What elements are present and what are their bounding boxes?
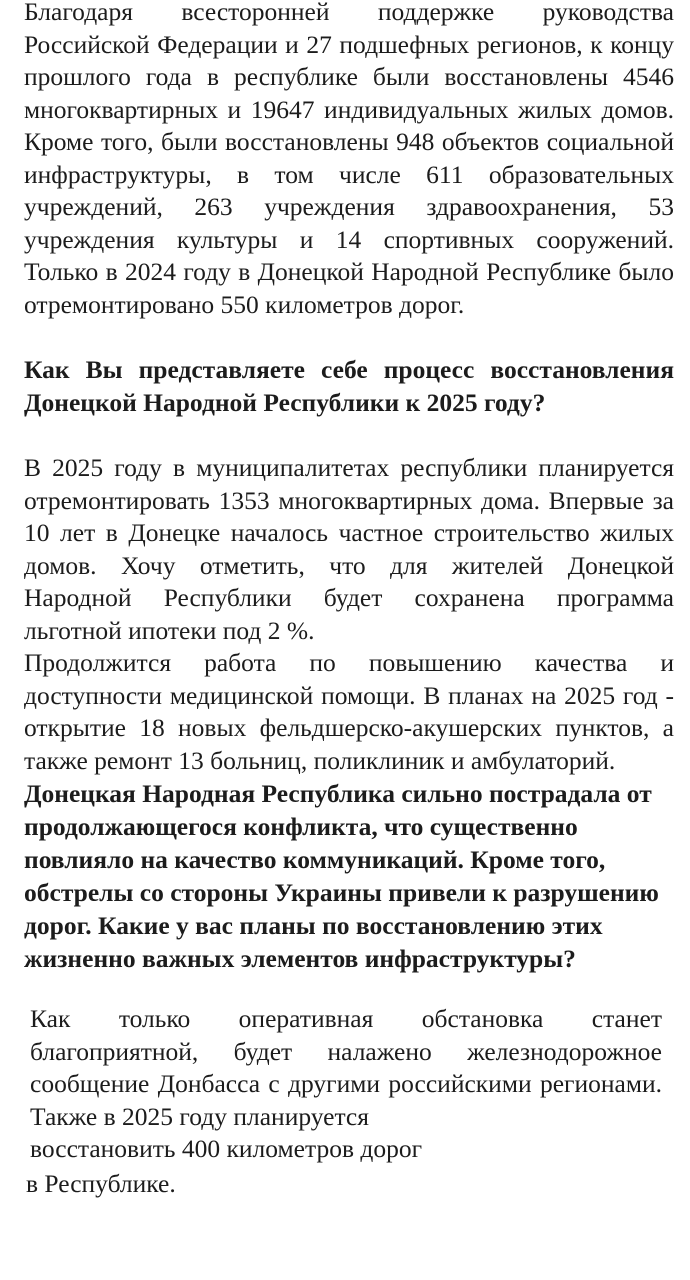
paragraph-housing-plans: В 2025 году в муниципалитетах республики планируется отремонтировать 1353 многоквартирных дома. Впервые за 10 лет в Донецке началось частное строительство жилых домов. Хочу отметить, что для жителей Донецкой Народной Республики будет сохранена программа льготной ипотеки под 2 %.	[24, 453, 674, 645]
spacer	[24, 321, 674, 354]
paragraph-railway-roads	[30, 1003, 662, 1166]
paragraph-healthcare-plans: Продолжится работа по повышению качества и доступности медицинской помощи. В планах на 2025 год - открытие 18 новых фельдшерско-акушерских пунктов, а также ремонт 13 больниц, поликлиник и амбулаторий.	[24, 648, 674, 775]
spacer	[24, 419, 674, 452]
spacer	[24, 975, 674, 1003]
answer-republic-line: в Республике.	[26, 1168, 176, 1198]
question-reconstruction-2025: Как Вы представляете себе процесс восстановления Донецкой Народной Республики к 2025 году?	[24, 355, 674, 417]
question-infrastructure: Донецкая Народная Республика сильно пострадала от продолжающегося конфликта, что существенно повлияло на качество коммуникаций. Кроме того, обстрелы со стороны Украины привели к разрушению дорог. Какие у вас планы по восстановлению этих жизненно важных элементов инфраструктуры?	[24, 779, 659, 973]
answer-railway-text: Как только оперативная обстановка станет благоприятной, будет налажено железнодорожное сообщение Донбасса с другими российскими регионами. Также в 2025 году планируется	[30, 1004, 662, 1131]
document-page	[24, 0, 674, 1200]
answer-roads-line: восстановить 400 километров дорог	[30, 1134, 423, 1163]
paragraph-reconstruction-results: Благодаря всесторонней поддержке руководства Российской Федерации и 27 подшефных регионов, к концу прошлого года в республике были восстановлены 4546 многоквартирных и 19647 индивидуальных жилых домов. Кроме того, были восстановлены 948 объектов социальной инфраструктуры, в том числе 611 образовательных учреждений, 263 учреждения здравоохранения, 53 учреждения культуры и 14 спортивных сооружений. Только в 2024 году в Донецкой Народной Республике было отремонтировано 550 километров дорог.	[24, 0, 674, 319]
